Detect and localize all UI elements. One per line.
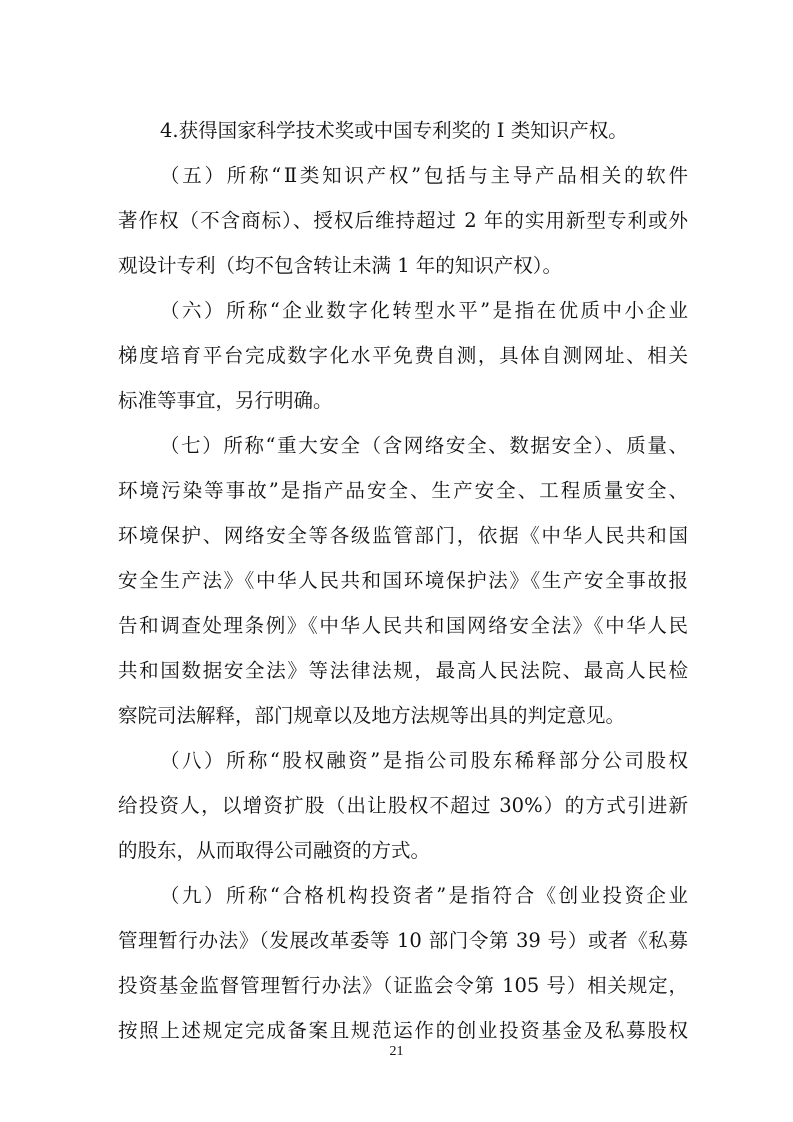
paragraph-line: 管理暂行办法》（发展改革委等 10 部门令第 39 号）或者《私募 bbox=[118, 929, 688, 952]
paragraph-line: 梯度培育平台完成数字化水平免费自测，具体自测网址、相关 bbox=[118, 344, 688, 367]
paragraph-line: 的股东，从而取得公司融资的方式。 bbox=[118, 839, 431, 862]
paragraph-line: 告和调查处理条例》《中华人民共和国网络安全法》《中华人民 bbox=[118, 614, 688, 637]
paragraph-line: 观设计专利（均不包含转让未满 1 年的知识产权）。 bbox=[118, 254, 563, 277]
paragraph-line: 共和国数据安全法》等法律法规，最高人民法院、最高人民检 bbox=[118, 659, 688, 682]
paragraph-line: （九）所称“合格机构投资者”是指符合《创业投资企业 bbox=[160, 884, 688, 907]
paragraph-line: （七）所称“重大安全（含网络安全、数据安全）、质量、 bbox=[160, 434, 688, 457]
paragraph-line: 4.获得国家科学技术奖或中国专利奖的 I 类知识产权。 bbox=[160, 119, 628, 142]
paragraph-line: 环境保护、网络安全等各级监管部门，依据《中华人民共和国 bbox=[118, 524, 688, 547]
paragraph-line: 给投资人，以增资扩股（出让股权不超过 30%）的方式引进新 bbox=[118, 794, 688, 817]
paragraph-line: 察院司法解释，部门规章以及地方法规等出具的判定意见。 bbox=[118, 704, 626, 727]
paragraph-line: 安全生产法》《中华人民共和国环境保护法》《生产安全事故报 bbox=[118, 569, 688, 592]
paragraph-line: （八）所称“股权融资”是指公司股东稀释部分公司股权 bbox=[160, 749, 688, 772]
paragraph-line: 著作权（不含商标）、授权后维持超过 2 年的实用新型专利或外 bbox=[118, 209, 688, 232]
page-number: 21 bbox=[389, 1044, 404, 1059]
paragraph-line: 按照上述规定完成备案且规范运作的创业投资基金及私募股权 bbox=[118, 1019, 688, 1042]
paragraph-line: （六）所称“企业数字化转型水平”是指在优质中小企业 bbox=[160, 299, 688, 322]
paragraph-line: 投资基金监督管理暂行办法》（证监会令第 105 号）相关规定， bbox=[118, 974, 688, 997]
paragraph-line: （五）所称“Ⅱ类知识产权”包括与主导产品相关的软件 bbox=[160, 164, 688, 187]
paragraph-line: 环境污染等事故”是指产品安全、生产安全、工程质量安全、 bbox=[118, 479, 688, 502]
paragraph-line: 标准等事宜，另行明确。 bbox=[118, 389, 333, 412]
